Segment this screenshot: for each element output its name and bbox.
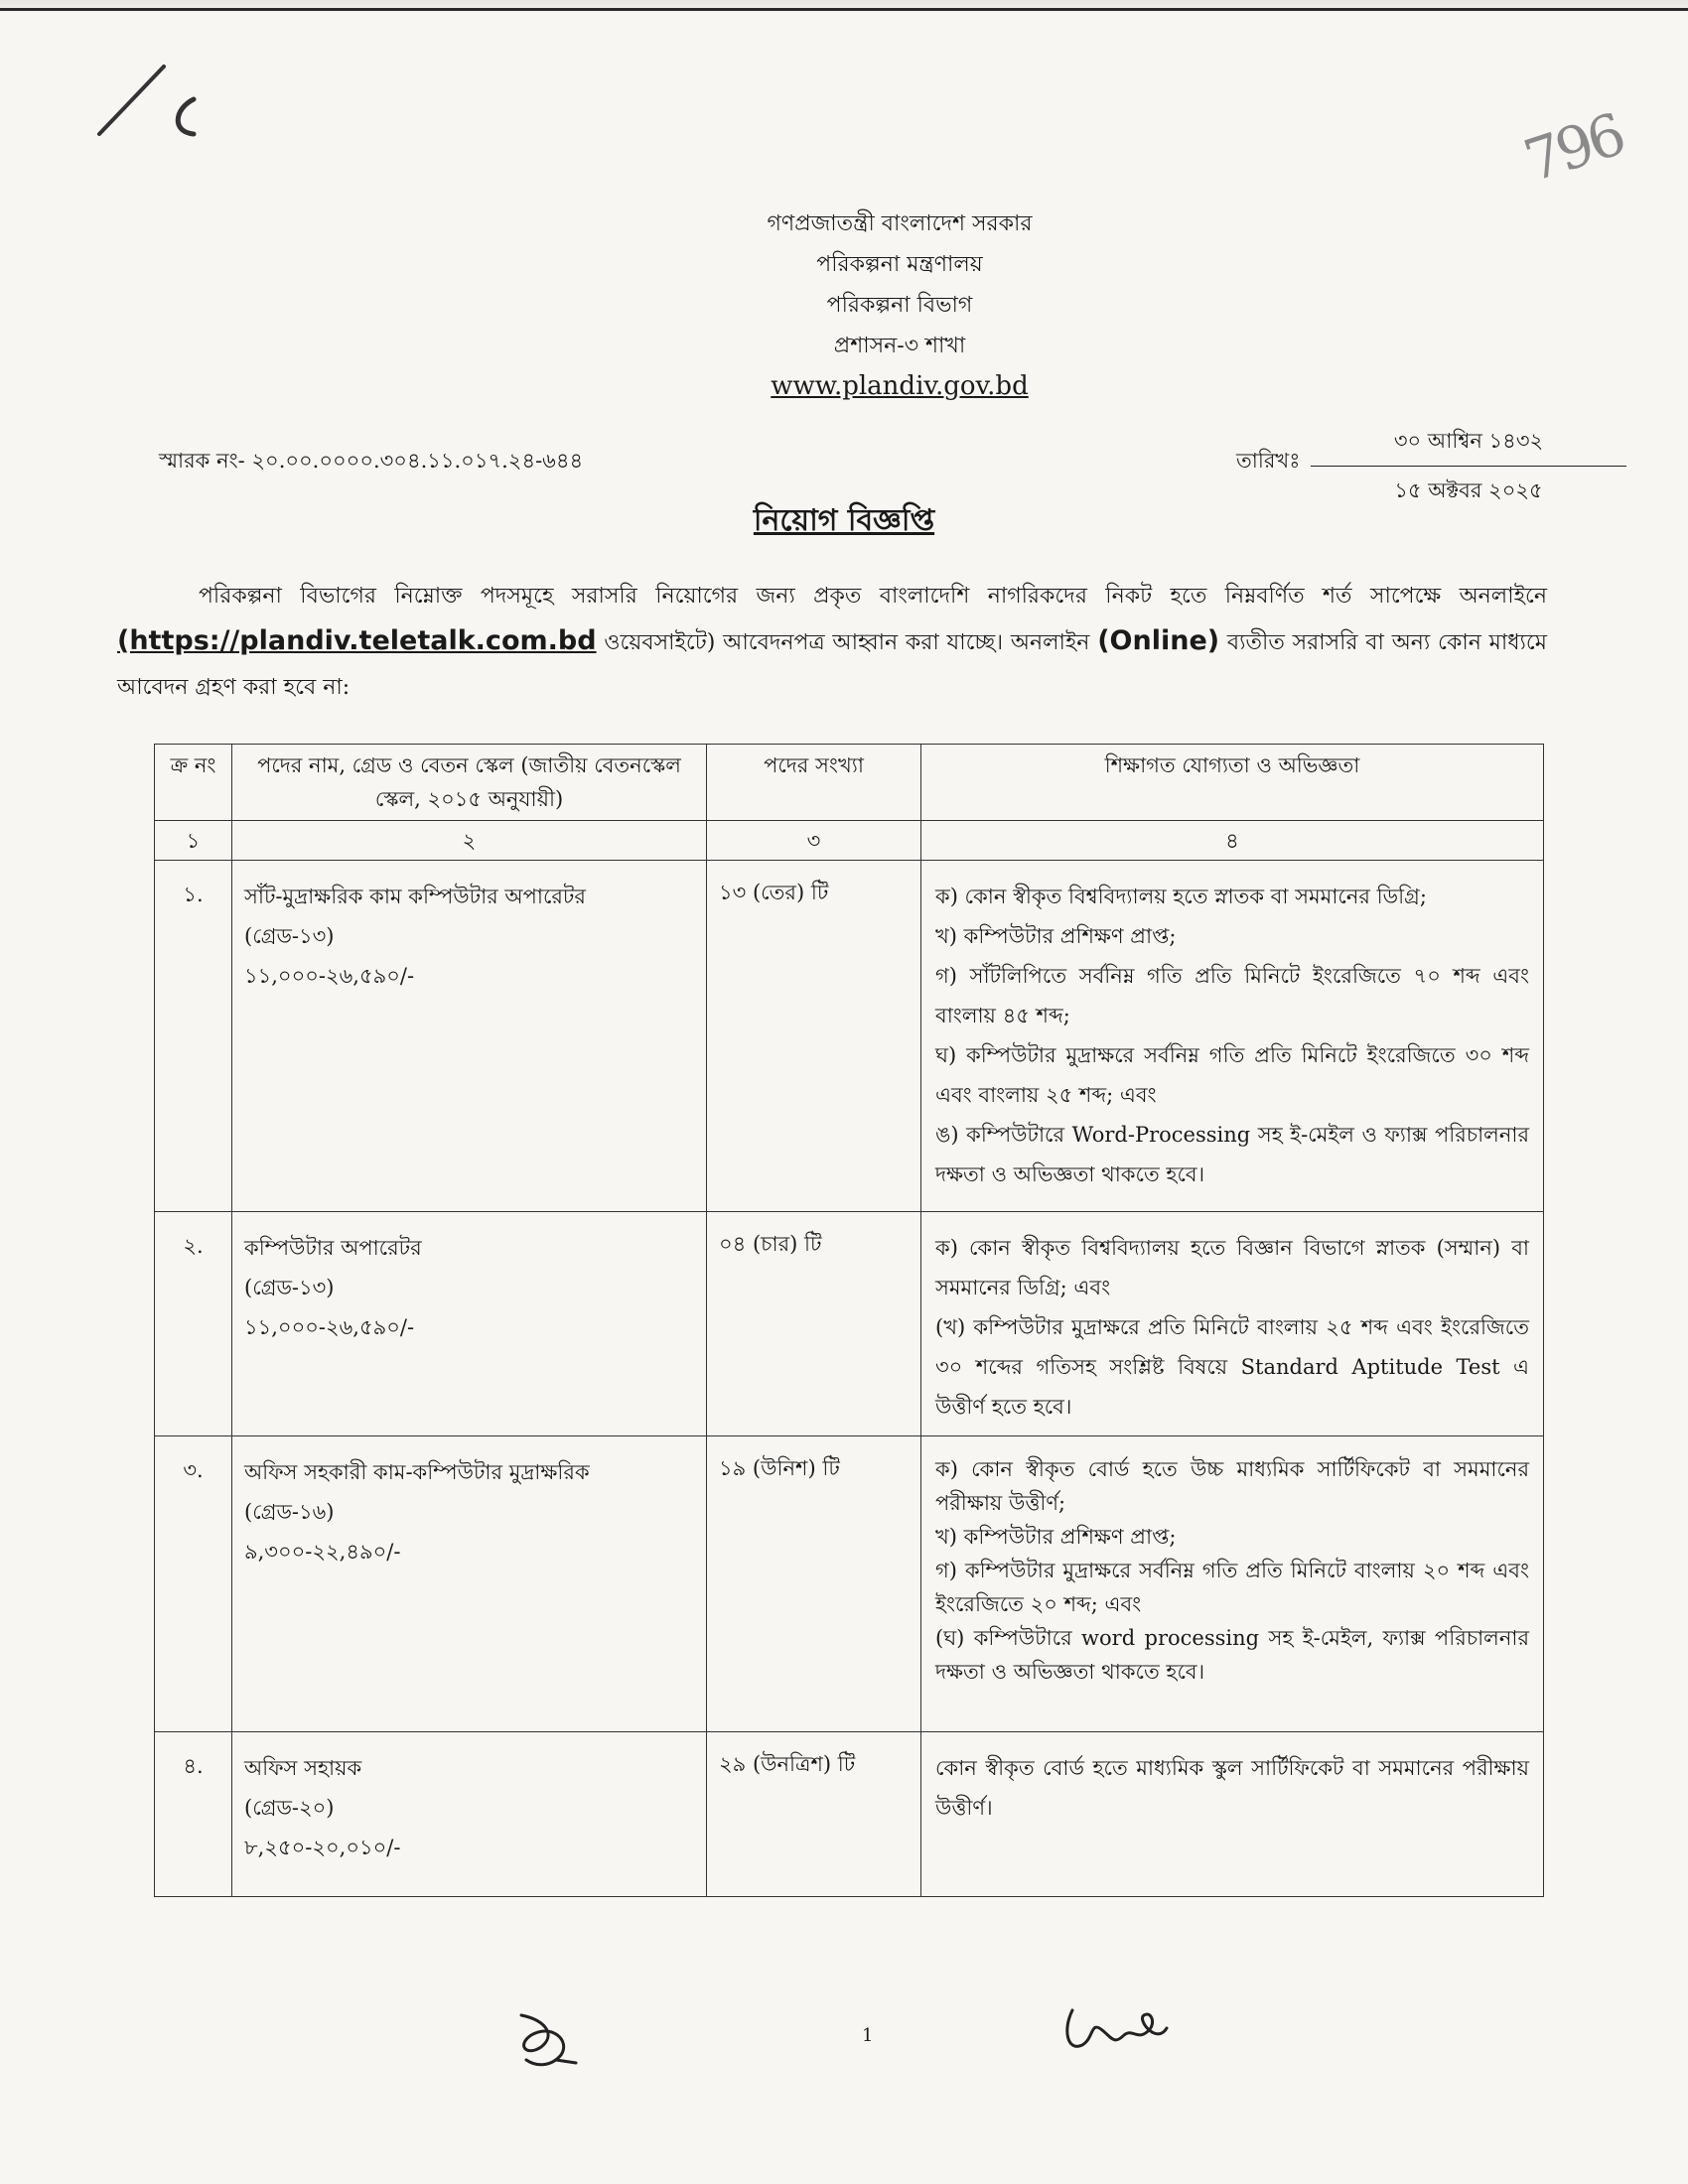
column-number: ১ (155, 821, 232, 861)
row-post (232, 861, 707, 1212)
table-row (155, 1732, 1544, 1897)
date-bangla: ৩০ আশ্বিন ১৪৩২ (1311, 425, 1626, 467)
intro-text-3: ব্যতীত সরাসরি বা অন্য কোন মাধ্যমে আবেদন গ্রহণ করা হবে না: (117, 630, 1547, 700)
table-row (155, 1212, 1544, 1436)
qualification-item: খ) কম্পিউটার প্রশিক্ষণ প্রাপ্ত; (935, 1525, 1177, 1549)
qualification-item: গ) সাঁটলিপিতে সর্বনিম্ন গতি প্রতি মিনিটে ইংরেজিতে ৭০ শব্দ এবং বাংলায় ৪৫ শব্দ; (935, 964, 1529, 1027)
row-serial: ৪. (155, 1732, 232, 1897)
qualification-item: ঙ) কম্পিউটারে Word-Processing সহ ই-মেইল ও ফ্যাক্স পরিচালনার দক্ষতা ও অভিজ্ঞতা থাকতে হবে। (935, 1123, 1529, 1186)
post-count: ০৪ (চার) টি (707, 1212, 921, 1436)
post-count: ১৯ (উনিশ) টি (707, 1436, 921, 1732)
post-grade: (গ্রেড-১৩) (244, 1276, 335, 1299)
post-name: অফিস সহকারী কাম-কম্পিউটার মুদ্রাক্ষরিক (244, 1460, 590, 1484)
row-serial: ৩. (155, 1436, 232, 1732)
header-serial: ক্র নং (155, 745, 232, 821)
branch-name: প্রশাসন-৩ শাখা (833, 334, 966, 358)
post-qualifications (921, 1212, 1544, 1436)
qualification-item: ক) কোন স্বীকৃত বোর্ড হতে উচ্চ মাধ্যমিক সার্টিফিকেট বা সমমানের পরীক্ষায় উত্তীর্ণ; (935, 1457, 1529, 1515)
row-serial: ২. (155, 1212, 232, 1436)
post-scale: ৯,৩০০-২২,৪৯০/- (244, 1540, 401, 1564)
application-url[interactable]: (https://plandiv.teletalk.com.bd (117, 625, 597, 656)
qualification-item: ক) কোন স্বীকৃত বিশ্ববিদ্যালয় হতে বিজ্ঞান বিভাগে স্নাতক (সম্মান) বা সমমানের ডিগ্রি; এবং (935, 1236, 1529, 1299)
row-post (232, 1212, 707, 1436)
page-number: 1 (862, 2025, 874, 2046)
qualification-item: (খ) কম্পিউটার মুদ্রাক্ষরে প্রতি মিনিটে বাংলায় ২৫ শব্দ এবং ইংরেজিতে ৩০ শব্দের গতিসহ সংশ্লিষ্ট বিষয়ে Standard Aptitude Test এ উত্তীর্ণ হতে হবে। (935, 1315, 1529, 1419)
qualification-item: গ) কম্পিউটার মুদ্রাক্ষরে সর্বনিম্ন গতি প্রতি মিনিটে বাংলায় ২০ শব্দ এবং ইংরেজিতে ২০ শব্দ; এবং (935, 1559, 1529, 1616)
post-grade: (গ্রেড-১৩) (244, 924, 335, 948)
qualification-item: খ) কম্পিউটার প্রশিক্ষণ প্রাপ্ত; (935, 924, 1177, 948)
post-name: কম্পিউটার অপারেটর (244, 1236, 422, 1260)
memo-number: স্মারক নং- ২০.০০.০০০০.৩০৪.১১.০১৭.২৪-৬৪৪ (159, 449, 584, 473)
post-grade: (গ্রেড-১৬) (244, 1500, 335, 1524)
qualification-item: ক) কোন স্বীকৃত বিশ্ববিদ্যালয় হতে স্নাতক বা সমমানের ডিগ্রি; (935, 885, 1427, 908)
post-qualifications (921, 861, 1544, 1212)
header-count: পদের সংখ্যা (707, 745, 921, 821)
page-title: নিয়োগ বিজ্ঞপ্তি (753, 503, 935, 538)
ministry-name: পরিকল্পনা মন্ত্রণালয় (816, 252, 983, 277)
table-row (155, 1436, 1544, 1732)
post-count: ১৩ (তের) টি (707, 861, 921, 1212)
intro-text-1: পরিকল্পনা বিভাগের নিম্নোক্ত পদসমূহে সরাসরি নিয়োগের জন্য প্রকৃত বাংলাদেশি নাগরিকদের নিকট হতে নিম্নবর্ণিত শর্ত সাপেক্ষে অনলাইনে (199, 584, 1547, 609)
handwritten-page-annotation: 796 (1515, 100, 1630, 196)
handwritten-signature-right (1053, 1990, 1182, 2070)
date-label: তারিখঃ (1236, 449, 1301, 473)
website-link[interactable]: www.plandiv.gov.bd (771, 371, 1029, 401)
handwritten-slash-mark (94, 55, 213, 144)
govt-name: গণপ্রজাতন্ত্রী বাংলাদেশ সরকার (767, 211, 1033, 236)
post-scale: ১১,০০০-২৬,৫৯০/- (244, 964, 415, 988)
row-post (232, 1732, 707, 1897)
handwritten-initial-left (501, 2005, 591, 2075)
online-term: (Online) (1097, 625, 1220, 656)
posts-table (154, 744, 1544, 1897)
row-post (232, 1436, 707, 1732)
header-qualification: শিক্ষাগত যোগ্যতা ও অভিজ্ঞতা (921, 745, 1544, 821)
row-serial: ১. (155, 861, 232, 1212)
qualification-item: কোন স্বীকৃত বোর্ড হতে মাধ্যমিক স্কুল সার্টিফিকেট বা সমমানের পরীক্ষায় উত্তীর্ণ। (935, 1756, 1529, 1820)
qualification-item: (ঘ) কম্পিউটারে word processing সহ ই-মেইল, ফ্যাক্স পরিচালনার দক্ষতা ও অভিজ্ঞতা থাকতে হবে। (935, 1626, 1529, 1684)
intro-text-2: ওয়েবসাইটে) আবেদনপত্র আহ্বান করা যাচ্ছে। অনলাইন (604, 630, 1090, 655)
post-qualifications (921, 1436, 1544, 1732)
column-number-row (155, 821, 1544, 861)
qualification-item: ঘ) কম্পিউটার মুদ্রাক্ষরে সর্বনিম্ন গতি প্রতি মিনিটে ইংরেজিতে ৩০ শব্দ এবং বাংলায় ২৫ শব্দ; এবং (935, 1043, 1529, 1107)
column-number: ৪ (921, 821, 1544, 861)
table-header-row (155, 745, 1544, 821)
post-scale: ৮,২৫০-২০,০১০/- (244, 1836, 401, 1859)
intro-paragraph (117, 574, 1547, 710)
header-post: পদের নাম, গ্রেড ও বেতন স্কেল (জাতীয় বেতনস্কেল স্কেল, ২০১৫ অনুযায়ী) (232, 745, 707, 821)
post-name: অফিস সহায়ক (244, 1756, 362, 1780)
letterhead (0, 204, 1688, 407)
column-number: ২ (232, 821, 707, 861)
post-qualifications (921, 1732, 1544, 1897)
post-name: সাঁট-মুদ্রাক্ষরিক কাম কম্পিউটার অপারেটর (244, 885, 586, 908)
column-number: ৩ (707, 821, 921, 861)
post-grade: (গ্রেড-২০) (244, 1796, 335, 1820)
post-scale: ১১,০০০-২৬,৫৯০/- (244, 1315, 415, 1339)
date-english: ১৫ অক্টবর ২০২৫ (1394, 478, 1543, 502)
scan-top-shadow (0, 0, 1688, 14)
division-name: পরিকল্পনা বিভাগ (826, 293, 973, 318)
table-row (155, 861, 1544, 1212)
post-count: ২৯ (উনত্রিশ) টি (707, 1732, 921, 1897)
scan-top-edge (0, 8, 1688, 11)
